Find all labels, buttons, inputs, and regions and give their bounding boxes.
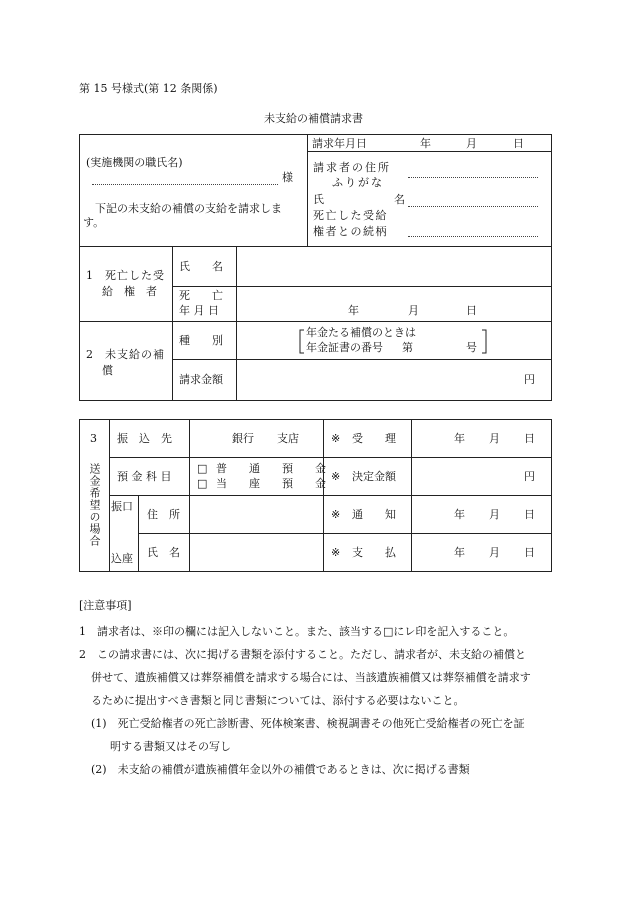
form-title: 未支給の補償請求書: [264, 112, 363, 125]
section2-label-2: 償: [102, 364, 113, 377]
kome-4: ※: [331, 546, 341, 559]
furigana-label: ふりがな: [332, 176, 384, 189]
divider: [172, 286, 552, 287]
payment-month: 月: [489, 546, 500, 559]
account-address-label: 住 所: [147, 508, 180, 521]
payment-label: 支 払: [352, 546, 396, 559]
checkbox-current[interactable]: □: [197, 477, 208, 490]
death-month: 月: [408, 304, 419, 317]
name-line: [408, 206, 538, 207]
request-text-2: す。: [83, 216, 105, 229]
divider: [236, 246, 237, 401]
agency-line: [92, 184, 278, 185]
name-label-left: 氏: [313, 193, 324, 206]
section3-number: 3: [90, 432, 97, 445]
account-name-label: 氏 名: [147, 546, 180, 559]
relation-label-1: 死亡した受給: [313, 209, 388, 222]
section1-label-2: 給 権 者: [102, 285, 157, 298]
divider: [172, 359, 552, 360]
section3-side-label: 送金希望の場合: [88, 463, 101, 547]
request-year: 年: [420, 137, 431, 150]
form-number: 第 15 号様式(第 12 条関係): [79, 82, 218, 95]
address-line: [408, 177, 538, 178]
received-day: 日: [524, 432, 535, 445]
payment-year: 年: [454, 546, 465, 559]
notes-heading: [注意事項]: [79, 599, 132, 612]
agency-label: (実施機関の職氏名): [86, 156, 183, 169]
note-2-line-3: るために提出すべき書類と同じ書類については、添付する必要はないこと。: [91, 694, 465, 707]
type-label: 種 別: [179, 334, 223, 347]
decided-yen: 円: [524, 470, 535, 483]
current-label: 当 座 預 金: [216, 477, 326, 490]
divider: [109, 457, 552, 458]
notice-day: 日: [524, 508, 535, 521]
note-1: 1 請求者は、※印の欄には記入しないこと。また、該当する□にレ印を記入すること。: [79, 625, 515, 638]
relation-label-2: 権者との続柄: [313, 225, 388, 238]
death-year: 年: [348, 304, 359, 317]
ordinary-label: 普 通 預 金: [216, 462, 326, 475]
pension-dai: 第: [402, 341, 413, 354]
payment-day: 日: [524, 546, 535, 559]
furikomi-label: 振口: [111, 500, 133, 513]
pension-line-2: 年金証書の番号: [306, 341, 383, 354]
notice-label: 通 知: [352, 508, 396, 521]
kome-1: ※: [331, 432, 341, 445]
request-month: 月: [466, 137, 477, 150]
received-month: 月: [489, 432, 500, 445]
death-date-label: 死 亡: [179, 289, 223, 302]
notice-month: 月: [489, 508, 500, 521]
pension-line-1: 年金たる補償のときは: [306, 326, 416, 339]
request-date-label: 請求年月日: [312, 137, 367, 150]
name-label-right: 名: [394, 193, 405, 206]
amount-label: 請求金額: [179, 373, 223, 386]
note-2-line-1: 2 この請求書には、次に掲げる書類を添付すること。ただし、請求者が、未支給の補償と: [79, 648, 526, 661]
payee-label: 振 込 先: [117, 432, 172, 445]
note-2-line-2: 併せて、遺族補償又は葬祭補償を請求する場合には、当該遺族補償又は葬祭補償を請求す: [91, 671, 531, 684]
branch-label: 支店: [277, 432, 299, 445]
section2-number: 2: [86, 348, 93, 361]
pension-gou: 号: [466, 341, 477, 354]
subnote-2-line-1: (2) 未支給の補償が遺族補償年金以外の補償であるときは、次に掲げる書類: [91, 763, 470, 776]
kome-3: ※: [331, 508, 341, 521]
decided-amount-label: 決定金額: [352, 470, 396, 483]
relation-line: [408, 236, 538, 237]
amount-yen: 円: [524, 373, 535, 386]
subnote-1-line-1: (1) 死亡受給権者の死亡診断書、死体検案書、検視調書その他死亡受給権者の死亡を証: [91, 717, 525, 730]
divider: [109, 495, 552, 496]
address-label: 請求者の住所: [313, 161, 391, 174]
divider: [79, 321, 552, 322]
divider: [307, 151, 552, 152]
received-year: 年: [454, 432, 465, 445]
divider: [138, 533, 552, 534]
notice-year: 年: [454, 508, 465, 521]
account-type-label: 預 金 科 目: [117, 470, 172, 483]
request-text: 下記の未支給の補償の支給を請求しま: [95, 202, 282, 215]
kouza-label: 込座: [111, 552, 133, 565]
subnote-1-line-2: 明する書類又はその写し: [110, 740, 231, 753]
divider: [79, 246, 552, 247]
deceased-name-label: 氏 名: [179, 260, 223, 273]
section1-label: 死亡した受: [105, 269, 165, 282]
checkbox-ordinary[interactable]: □: [197, 462, 208, 475]
section1-number: 1: [86, 269, 93, 282]
honorific: 様: [282, 171, 293, 184]
received-label: 受 理: [352, 432, 396, 445]
death-day: 日: [466, 304, 477, 317]
divider: [172, 246, 173, 401]
request-day: 日: [513, 137, 524, 150]
section2-label: 未支給の補: [105, 348, 165, 361]
kome-2: ※: [331, 470, 341, 483]
death-date-label-2: 年 月 日: [179, 304, 219, 317]
bank-label: 銀行: [232, 432, 254, 445]
